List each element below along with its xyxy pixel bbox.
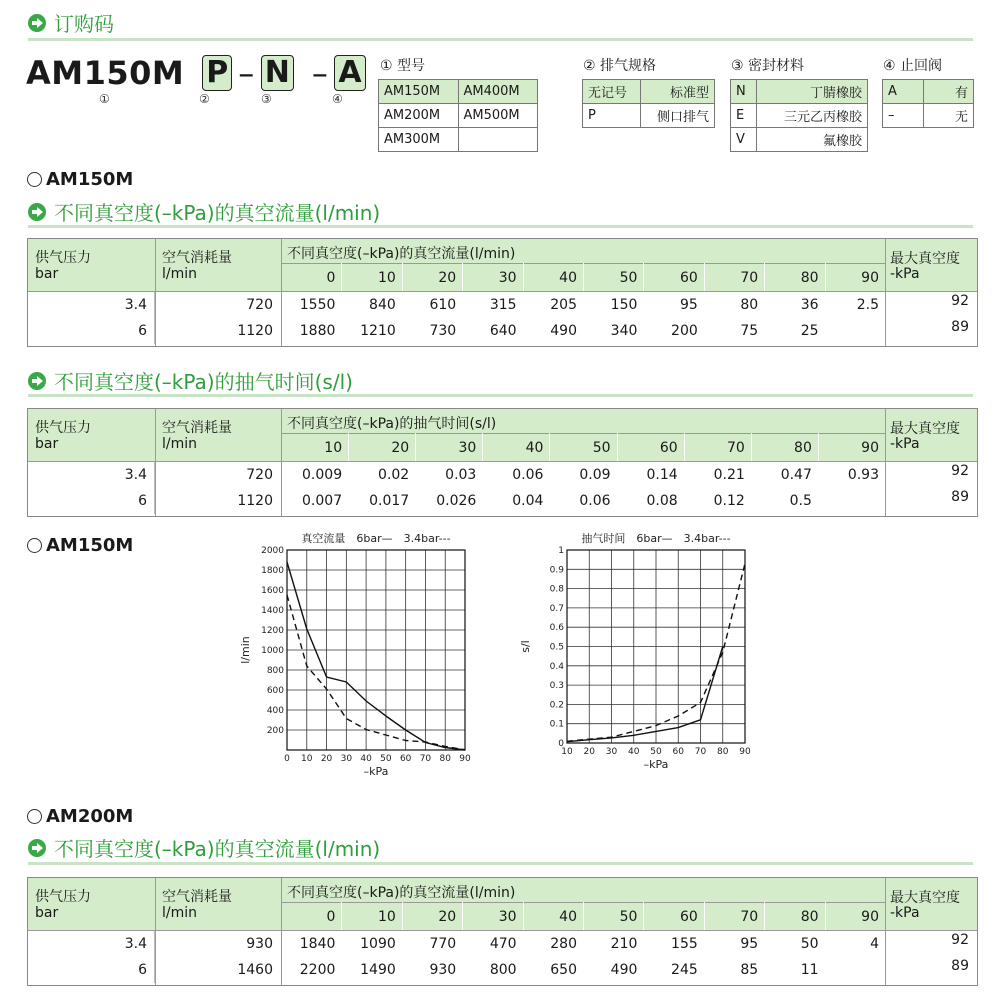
cell bbox=[458, 128, 538, 152]
header-col: 90 bbox=[861, 270, 879, 286]
opt-table-check bbox=[882, 79, 974, 128]
table-divider bbox=[28, 930, 977, 931]
cell-value: 0.017 bbox=[369, 493, 410, 509]
series-line-3.4bar bbox=[287, 595, 465, 750]
header-col: 0 bbox=[326, 270, 336, 286]
cell-value: 0.14 bbox=[646, 467, 678, 483]
divider bbox=[28, 394, 973, 397]
cell: 丁腈橡胶 bbox=[756, 80, 867, 104]
header-col: 10 bbox=[377, 270, 396, 286]
header-kpa-unit: -kPa bbox=[890, 905, 920, 921]
x-tick-label: 70 bbox=[419, 754, 432, 764]
header-col: 30 bbox=[458, 440, 477, 456]
cell: 侧口排气 bbox=[641, 104, 715, 128]
header-consumption: 空气消耗量 bbox=[162, 420, 232, 436]
cell-value: 1550 bbox=[299, 297, 336, 313]
opt-table-model bbox=[378, 79, 538, 152]
header-max-vacuum: 最大真空度 bbox=[890, 421, 960, 437]
circle-icon bbox=[27, 538, 42, 553]
cell-pressure: 3.4 bbox=[124, 467, 147, 483]
header-col: 60 bbox=[679, 909, 698, 925]
header-col: 70 bbox=[740, 909, 759, 925]
header-max-vacuum: 最大真空度 bbox=[890, 890, 960, 906]
flow-header-am200m bbox=[28, 833, 380, 862]
opt-label-exhaust: ② 排气规格 bbox=[583, 58, 657, 74]
cell-value: 0.02 bbox=[378, 467, 410, 483]
opt-table-exhaust bbox=[582, 79, 715, 128]
flow-title: 不同真空度(–kPa)的真空流量(l/min) bbox=[54, 201, 381, 225]
section-title-am200m bbox=[27, 806, 133, 827]
cell-value: 0.09 bbox=[579, 467, 611, 483]
model-name: AM150M bbox=[26, 54, 185, 92]
cell-consumption: 720 bbox=[246, 467, 273, 483]
code-dash: – bbox=[238, 54, 255, 92]
series-line-6bar bbox=[567, 647, 723, 742]
y-tick-label: 600 bbox=[266, 686, 284, 696]
header-consumption: 空气消耗量 bbox=[162, 889, 232, 905]
cell-value: 340 bbox=[610, 323, 638, 339]
x-tick-label: 80 bbox=[439, 754, 451, 764]
cell-value: 0.03 bbox=[445, 467, 477, 483]
cell-max-vacuum: 89 bbox=[951, 958, 969, 974]
x-tick-label: 90 bbox=[739, 747, 751, 757]
cell-pressure: 6 bbox=[138, 962, 147, 978]
x-tick-label: 40 bbox=[628, 747, 640, 757]
header-supply: 供气压力 bbox=[35, 420, 91, 436]
cell-consumption: 1120 bbox=[237, 493, 273, 509]
header-col: 40 bbox=[525, 440, 544, 456]
cell-pressure: 3.4 bbox=[124, 936, 147, 952]
y-tick-label: 1400 bbox=[261, 606, 284, 616]
header-col: 30 bbox=[498, 270, 517, 286]
cell-value: 315 bbox=[489, 297, 517, 313]
cell-value: 2200 bbox=[299, 962, 336, 978]
y-tick-label: 1000 bbox=[261, 646, 284, 656]
cell-max-vacuum: 92 bbox=[951, 293, 969, 309]
cell-value: 470 bbox=[489, 936, 517, 952]
header-consumption: 空气消耗量 bbox=[162, 250, 232, 266]
table-divider bbox=[28, 461, 977, 462]
cell-value: 4 bbox=[870, 936, 879, 952]
header-col: 70 bbox=[726, 440, 745, 456]
cell: A bbox=[883, 80, 924, 104]
divider bbox=[28, 862, 973, 865]
arrow-right-icon bbox=[28, 372, 46, 390]
cell: V bbox=[731, 128, 757, 152]
cell-value: 280 bbox=[550, 936, 577, 952]
header-col: 10 bbox=[377, 909, 396, 925]
opt-table-seal bbox=[730, 79, 868, 152]
circle-icon bbox=[27, 809, 42, 824]
header-col: 40 bbox=[559, 909, 577, 925]
cell: AM150M bbox=[379, 80, 459, 104]
header-col: 30 bbox=[498, 909, 517, 925]
x-tick-label: 50 bbox=[650, 747, 662, 757]
cell-value: 1880 bbox=[299, 323, 336, 339]
cell-value: 0.12 bbox=[713, 493, 745, 509]
header-kpa-unit: -kPa bbox=[890, 266, 920, 282]
cell-value: 840 bbox=[369, 297, 396, 313]
flow-header bbox=[28, 197, 380, 226]
cell: P bbox=[583, 104, 641, 128]
y-tick-label: 0.1 bbox=[549, 719, 564, 730]
y-tick-label: 0.4 bbox=[549, 661, 564, 672]
cell-max-vacuum: 89 bbox=[951, 319, 969, 335]
x-tick-label: 10 bbox=[301, 754, 313, 764]
header-supply: 供气压力 bbox=[35, 889, 91, 905]
cell-value: 50 bbox=[800, 936, 819, 952]
x-tick-label: 20 bbox=[320, 754, 333, 764]
time-title: 不同真空度(–kPa)的抽气时间(s/l) bbox=[54, 370, 353, 394]
header-col: 70 bbox=[740, 270, 759, 286]
y-axis-label: s/l bbox=[519, 640, 532, 653]
divider bbox=[28, 225, 973, 228]
cell-consumption: 1120 bbox=[237, 323, 273, 339]
y-tick-label: 0.8 bbox=[549, 584, 564, 595]
cell-value: 0.08 bbox=[646, 493, 678, 509]
index-2: ② bbox=[199, 92, 210, 106]
header-col: 20 bbox=[438, 909, 457, 925]
x-tick-label: 20 bbox=[583, 747, 595, 757]
y-tick-label: 200 bbox=[266, 726, 284, 736]
cell-value: 0.007 bbox=[302, 493, 343, 509]
cell-consumption: 720 bbox=[246, 297, 273, 313]
header-col: 0 bbox=[326, 909, 336, 925]
cell-value: 0.21 bbox=[713, 467, 745, 483]
cell-value: 800 bbox=[489, 962, 517, 978]
cell-value: 0.47 bbox=[780, 467, 812, 483]
cell-value: 0.5 bbox=[789, 493, 812, 509]
header-col: 90 bbox=[861, 440, 879, 456]
header-col: 60 bbox=[679, 270, 698, 286]
x-axis-label: –kPa bbox=[643, 758, 669, 771]
cell-value: 80 bbox=[740, 297, 759, 313]
model-code bbox=[26, 54, 366, 92]
section-model: AM150M bbox=[46, 169, 134, 190]
cell-value: 1490 bbox=[360, 962, 396, 978]
cell: 标准型 bbox=[641, 80, 715, 104]
arrow-right-icon bbox=[28, 203, 46, 221]
section-model: AM200M bbox=[46, 806, 134, 827]
cell-value: 650 bbox=[550, 962, 577, 978]
index-1: ① bbox=[99, 92, 110, 106]
code-box-exhaust: P bbox=[202, 55, 232, 91]
cell-value: 155 bbox=[671, 936, 698, 952]
header-sub: 不同真空度(–kPa)的抽气时间(s/l) bbox=[287, 416, 497, 432]
cell-value: 1090 bbox=[360, 936, 396, 952]
cell-value: 0.06 bbox=[512, 467, 544, 483]
arrow-right-icon bbox=[28, 14, 46, 32]
cell-value: 930 bbox=[429, 962, 457, 978]
y-tick-label: 0.9 bbox=[549, 565, 564, 576]
code-dash: – bbox=[311, 54, 329, 92]
cell: AM400M bbox=[458, 80, 538, 104]
cell-consumption: 930 bbox=[246, 936, 273, 952]
cell-value: 730 bbox=[429, 323, 457, 339]
cell-max-vacuum: 92 bbox=[951, 932, 969, 948]
y-tick-label: 1200 bbox=[261, 626, 284, 636]
flow-title: 不同真空度(–kPa)的真空流量(l/min) bbox=[54, 837, 381, 861]
cell-value: 640 bbox=[489, 323, 517, 339]
header-col: 50 bbox=[592, 440, 611, 456]
cell: 无记号 bbox=[583, 80, 641, 104]
time-chart bbox=[519, 525, 765, 780]
cell: – bbox=[883, 104, 924, 128]
cell-value: 490 bbox=[610, 962, 638, 978]
arrow-right-icon bbox=[28, 839, 46, 857]
cell-consumption: 1460 bbox=[237, 962, 273, 978]
y-tick-label: 0.2 bbox=[549, 700, 564, 711]
cell-value: 0.04 bbox=[512, 493, 544, 509]
cell-value: 11 bbox=[800, 962, 819, 978]
flow-chart bbox=[230, 525, 490, 780]
cell-value: 0.93 bbox=[847, 467, 879, 483]
order-code-header bbox=[28, 8, 114, 37]
cell-value: 85 bbox=[740, 962, 759, 978]
chart-title: 抽气时间 6bar— 3.4bar--- bbox=[581, 532, 731, 545]
cell-max-vacuum: 89 bbox=[951, 489, 969, 505]
index-4: ④ bbox=[332, 92, 343, 106]
y-tick-label: 0 bbox=[558, 739, 564, 749]
cell-value: 75 bbox=[740, 323, 759, 339]
cell: AM500M bbox=[458, 104, 538, 128]
cell-pressure: 6 bbox=[138, 323, 147, 339]
cell: 三元乙丙橡胶 bbox=[756, 104, 867, 128]
cell: E bbox=[731, 104, 757, 128]
cell-value: 200 bbox=[671, 323, 698, 339]
cell-value: 245 bbox=[671, 962, 698, 978]
chart-title: 真空流量 6bar— 3.4bar--- bbox=[301, 532, 451, 545]
opt-label-seal: ③ 密封材料 bbox=[731, 58, 805, 74]
code-box-seal: N bbox=[261, 55, 294, 91]
y-tick-label: 1600 bbox=[261, 586, 284, 596]
header-lmin-unit: l/min bbox=[162, 436, 198, 452]
header-col: 50 bbox=[619, 909, 638, 925]
x-tick-label: 40 bbox=[360, 754, 372, 764]
section-title-am150m bbox=[27, 169, 133, 190]
cell-value: 210 bbox=[610, 936, 638, 952]
header-sub: 不同真空度(–kPa)的真空流量(l/min) bbox=[287, 246, 516, 262]
cell-value: 205 bbox=[550, 297, 577, 313]
x-tick-label: 90 bbox=[459, 754, 471, 764]
x-tick-label: 30 bbox=[605, 747, 618, 757]
header-col: 60 bbox=[659, 440, 678, 456]
header-bar-unit: bar bbox=[35, 436, 59, 452]
cell-value: 36 bbox=[800, 297, 819, 313]
header-col: 80 bbox=[794, 440, 812, 456]
y-tick-label: 0.3 bbox=[549, 681, 564, 692]
cell-value: 95 bbox=[679, 297, 698, 313]
x-tick-label: 70 bbox=[694, 747, 707, 757]
circle-icon bbox=[27, 172, 42, 187]
cell-value: 150 bbox=[610, 297, 638, 313]
header-col: 10 bbox=[324, 440, 343, 456]
cell-value: 1840 bbox=[299, 936, 336, 952]
opt-label-check: ④ 止回阀 bbox=[883, 58, 943, 74]
cell-value: 610 bbox=[429, 297, 457, 313]
code-box-check: A bbox=[334, 55, 365, 91]
x-tick-label: 10 bbox=[561, 747, 573, 757]
header-sub: 不同真空度(–kPa)的真空流量(l/min) bbox=[287, 885, 516, 901]
index-3: ③ bbox=[261, 92, 272, 106]
table-divider bbox=[28, 291, 977, 292]
header-col: 20 bbox=[438, 270, 457, 286]
cell-pressure: 3.4 bbox=[124, 297, 147, 313]
cell: 氟橡胶 bbox=[756, 128, 867, 152]
flow-table-am200m bbox=[27, 877, 978, 986]
cell-value: 25 bbox=[800, 323, 819, 339]
header-kpa-unit: -kPa bbox=[890, 436, 920, 452]
header-supply: 供气压力 bbox=[35, 250, 91, 266]
cell: AM200M bbox=[379, 104, 459, 128]
x-tick-label: 50 bbox=[380, 754, 392, 764]
y-tick-label: 1 bbox=[558, 546, 564, 556]
time-table-am150m bbox=[27, 408, 978, 517]
cell-value: 1210 bbox=[360, 323, 396, 339]
cell: AM300M bbox=[379, 128, 459, 152]
cell: 无 bbox=[924, 104, 974, 128]
y-axis-label: l/min bbox=[239, 636, 252, 664]
cell: 有 bbox=[924, 80, 974, 104]
x-tick-label: 60 bbox=[672, 747, 684, 757]
x-tick-label: 30 bbox=[340, 754, 353, 764]
divider bbox=[28, 38, 973, 41]
header-lmin-unit: l/min bbox=[162, 905, 198, 921]
table-divider bbox=[281, 433, 885, 434]
y-tick-label: 0.7 bbox=[549, 603, 564, 614]
order-code-title: 订购码 bbox=[54, 12, 114, 36]
cell-value: 0.026 bbox=[436, 493, 477, 509]
y-tick-label: 1800 bbox=[261, 566, 284, 576]
cell-value: 0.009 bbox=[302, 467, 343, 483]
x-tick-label: 80 bbox=[717, 747, 729, 757]
header-col: 50 bbox=[619, 270, 638, 286]
cell: N bbox=[731, 80, 757, 104]
cell-max-vacuum: 92 bbox=[951, 463, 969, 479]
header-max-vacuum: 最大真空度 bbox=[890, 251, 960, 267]
time-header bbox=[28, 366, 353, 395]
chart-section-title bbox=[27, 535, 133, 556]
x-tick-label: 60 bbox=[399, 754, 412, 764]
y-tick-label: 2000 bbox=[261, 546, 284, 556]
y-tick-label: 0.6 bbox=[549, 623, 564, 634]
cell-value: 95 bbox=[740, 936, 759, 952]
y-tick-label: 400 bbox=[266, 706, 284, 716]
header-col: 90 bbox=[861, 909, 879, 925]
flow-table-am150m bbox=[27, 238, 978, 347]
y-tick-label: 800 bbox=[266, 666, 284, 676]
cell-value: 770 bbox=[429, 936, 457, 952]
header-col: 80 bbox=[800, 909, 819, 925]
x-tick-label: 0 bbox=[284, 754, 290, 764]
opt-label-model: ① 型号 bbox=[380, 58, 426, 74]
cell-value: 0.06 bbox=[579, 493, 611, 509]
header-bar-unit: bar bbox=[35, 905, 59, 921]
header-bar-unit: bar bbox=[35, 266, 59, 282]
header-col: 80 bbox=[800, 270, 819, 286]
chart-section-model: AM150M bbox=[46, 535, 134, 556]
y-tick-label: 0.5 bbox=[549, 642, 564, 653]
cell-value: 490 bbox=[550, 323, 577, 339]
x-axis-label: –kPa bbox=[363, 765, 389, 778]
cell-pressure: 6 bbox=[138, 493, 147, 509]
header-lmin-unit: l/min bbox=[162, 266, 198, 282]
header-col: 20 bbox=[391, 440, 410, 456]
header-col: 40 bbox=[559, 270, 577, 286]
cell-value: 2.5 bbox=[856, 297, 879, 313]
